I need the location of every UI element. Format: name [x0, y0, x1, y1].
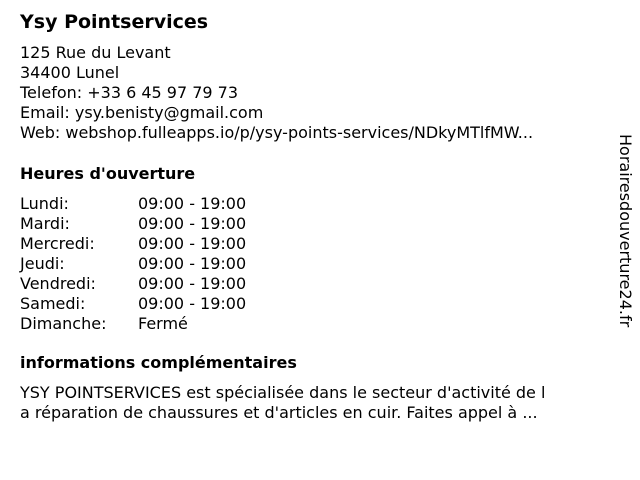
day-label: Lundi: — [20, 194, 69, 213]
watermark-text: Horairesdouverture24.fr — [616, 134, 635, 328]
time-value: 09:00 - 19:00 — [138, 294, 247, 313]
web-line[interactable]: Web: webshop.fulleapps.io/p/ysy-points-services/NDkyMTlfMW... — [20, 123, 534, 142]
day-label: Dimanche: — [20, 314, 107, 333]
address-line-2: 34400 Lunel — [20, 63, 120, 82]
time-value: 09:00 - 19:00 — [138, 234, 247, 253]
additional-info-heading: informations complémentaires — [20, 353, 297, 372]
time-value: 09:00 - 19:00 — [138, 194, 247, 213]
description-line-1: YSY POINTSERVICES est spécialisée dans le secteur d'activité de l — [20, 383, 546, 402]
day-label: Vendredi: — [20, 274, 96, 293]
phone-line[interactable]: Telefon: +33 6 45 97 79 73 — [20, 83, 239, 102]
time-value: 09:00 - 19:00 — [138, 214, 247, 233]
day-label: Jeudi: — [20, 254, 65, 273]
address-line-1: 125 Rue du Levant — [20, 43, 171, 62]
opening-hours-heading: Heures d'ouverture — [20, 164, 196, 183]
time-value: Fermé — [138, 314, 188, 333]
time-value: 09:00 - 19:00 — [138, 254, 247, 273]
day-label: Mardi: — [20, 214, 70, 233]
business-description — [20, 383, 598, 423]
description-line-2: a réparation de chaussures et d'articles en cuir. Faites appel à ... — [20, 403, 538, 422]
email-line[interactable]: Email: ysy.benisty@gmail.com — [20, 103, 264, 122]
contact-block — [20, 43, 533, 143]
vertical-watermark — [612, 134, 636, 374]
day-label: Mercredi: — [20, 234, 95, 253]
time-value: 09:00 - 19:00 — [138, 274, 247, 293]
business-name: Ysy Pointservices — [20, 11, 209, 33]
day-label: Samedi: — [20, 294, 86, 313]
